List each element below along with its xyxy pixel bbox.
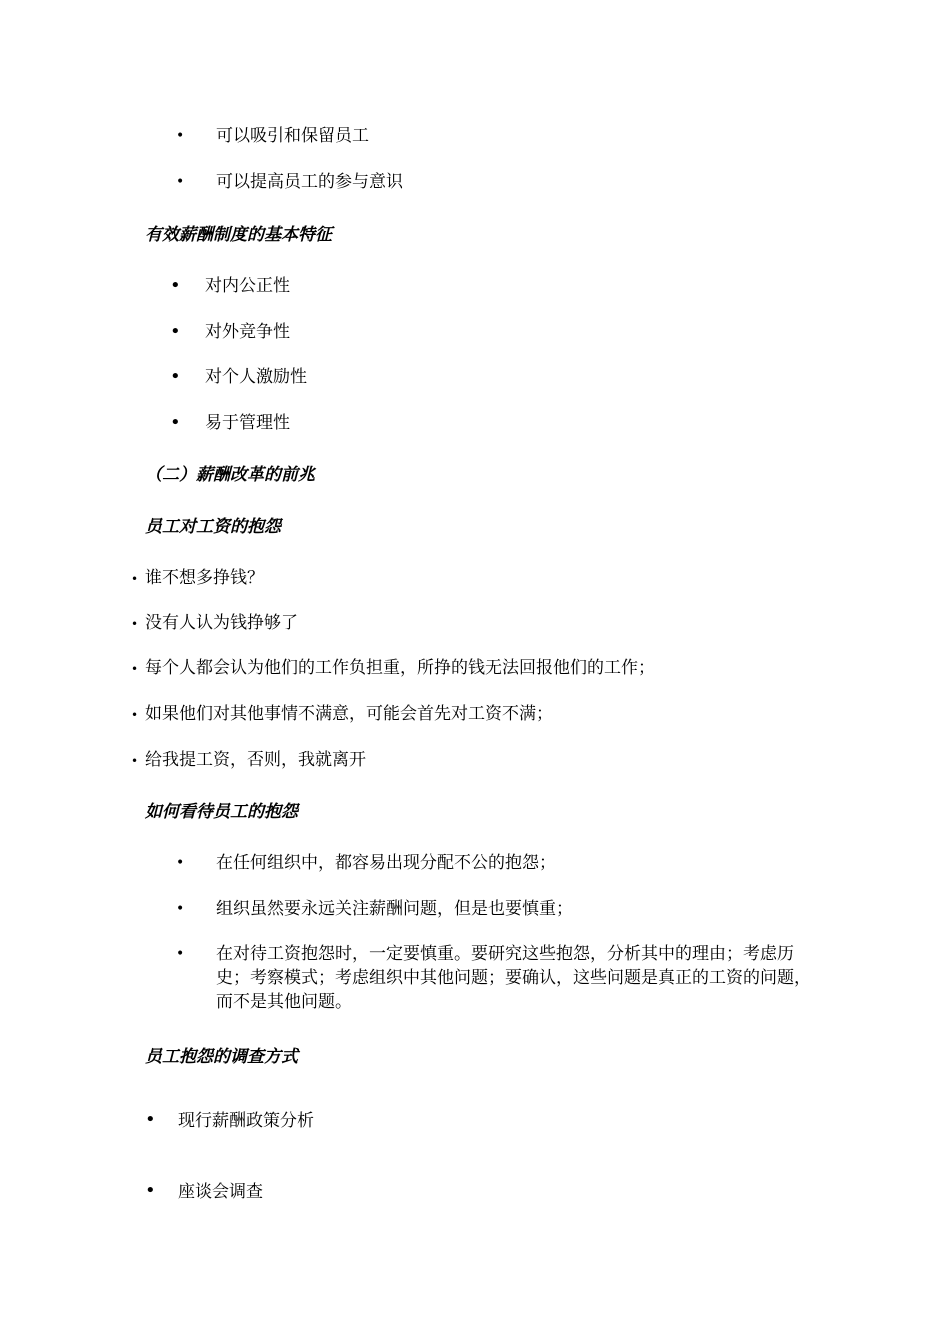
section-heading: 员工抱怨的调查方式 — [145, 1047, 298, 1067]
section-heading: 有效薪酬制度的基本特征 — [145, 225, 332, 245]
list-item-text: 对内公正性 — [205, 276, 290, 296]
list-item-text: 现行薪酬政策分析 — [178, 1111, 314, 1131]
list-item-text: 对个人激励性 — [205, 367, 307, 387]
list-item-text: 可以提高员工的参与意识 — [216, 172, 403, 192]
list-item-text: 在任何组织中，都容易出现分配不公的抱怨； — [216, 853, 556, 873]
list-item-text: 给我提工资，否则，我就离开 — [145, 750, 366, 770]
bullet: • — [176, 174, 185, 190]
bullet: • — [176, 855, 185, 871]
list-item-text: 可以吸引和保留员工 — [216, 126, 369, 146]
list-item-text: 每个人都会认为他们的工作负担重，所挣的钱无法回报他们的工作； — [145, 658, 655, 678]
bullet: • — [176, 901, 185, 917]
bullet: • — [170, 366, 181, 387]
list-item-text: 座谈会调查 — [178, 1182, 263, 1202]
bullet: • — [131, 572, 139, 586]
list-item-text: 易于管理性 — [205, 413, 290, 433]
bullet: • — [131, 617, 139, 631]
bullet: • — [170, 412, 181, 433]
list-item-text: 在对待工资抱怨时，一定要慎重。要研究这些抱怨，分析其中的理由；考虑历史；考察模式；考虑组织中其他问题；要确认，这些问题是真正的工资的问题，而不是其他问题。 — [216, 944, 811, 1012]
bullet: • — [176, 946, 185, 962]
bullet: • — [145, 1180, 156, 1201]
section-heading: 如何看待员工的抱怨 — [145, 802, 298, 822]
section-heading: （二）薪酬改革的前兆 — [145, 465, 315, 485]
bullet: • — [170, 321, 181, 342]
bullet: • — [170, 275, 181, 296]
bullet: • — [131, 708, 139, 722]
bullet: • — [145, 1109, 156, 1130]
list-item-text: 谁不想多挣钱？ — [145, 568, 264, 588]
bullet: • — [131, 662, 139, 676]
bullet: • — [131, 754, 139, 768]
list-item-text: 组织虽然要永远关注薪酬问题，但是也要慎重； — [216, 899, 573, 919]
list-item-text: 对外竞争性 — [205, 322, 290, 342]
list-item-text: 没有人认为钱挣够了 — [145, 613, 298, 633]
list-item-text: 如果他们对其他事情不满意，可能会首先对工资不满； — [145, 704, 553, 724]
section-heading: 员工对工资的抱怨 — [145, 517, 281, 537]
bullet: • — [176, 128, 185, 144]
